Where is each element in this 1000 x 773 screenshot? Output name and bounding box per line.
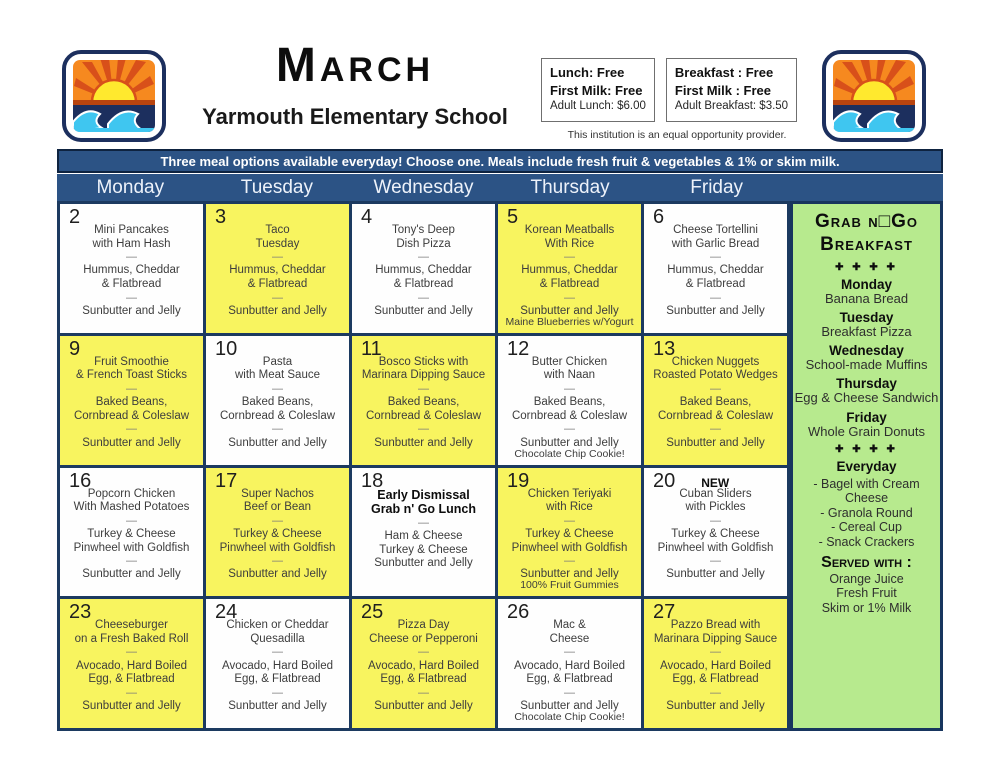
menu-line: Sunbutter and Jelly xyxy=(666,568,765,581)
menu-line: Sunbutter and Jelly xyxy=(374,557,473,570)
menu-item-group xyxy=(62,528,201,555)
menu-line: Cornbread & Coleslaw xyxy=(365,409,482,422)
sidebar-day-item: Whole Grain Donuts xyxy=(807,423,926,439)
menu-item-group xyxy=(208,528,347,555)
menu-line: & Flatbread xyxy=(685,278,746,291)
menu-separator: — xyxy=(564,686,575,699)
menu-line: & Flatbread xyxy=(247,278,308,291)
menu-separator: — xyxy=(272,646,283,659)
menu-separator: — xyxy=(272,555,283,568)
menu-line: Avocado, Hard Boiled xyxy=(75,659,188,672)
menu-line: Baked Beans, xyxy=(95,396,168,409)
plus-divider: ✚ ✚ ✚ ✚ xyxy=(835,261,898,273)
menu-separator: — xyxy=(272,382,283,395)
calendar-day-cell xyxy=(352,204,495,333)
menu-footnote: Chocolate Chip Cookie! xyxy=(514,711,625,723)
menu-line: Sunbutter and Jelly xyxy=(374,436,473,449)
sidebar-everyday-item: - Bagel with Cream Cheese xyxy=(813,477,920,506)
menu-line: with Garlic Bread xyxy=(671,237,760,250)
menu-line: Korean Meatballs xyxy=(524,224,615,236)
menu-item-group xyxy=(354,700,493,714)
date-number: 25 xyxy=(361,601,384,624)
date-number: 17 xyxy=(215,469,238,492)
date-number: 23 xyxy=(69,601,92,624)
sidebar-served-item: Skim or 1% Milk xyxy=(821,600,912,615)
weekday-label: Monday xyxy=(96,177,165,198)
date-number: 16 xyxy=(69,469,92,492)
menu-line: Pizza Day xyxy=(397,619,450,632)
menu-line: Egg, & Flatbread xyxy=(380,673,467,686)
menu-separator: — xyxy=(126,646,137,659)
menu-line: Sunbutter and Jelly xyxy=(82,436,181,449)
menu-separator: — xyxy=(564,291,575,304)
date-row xyxy=(653,338,783,361)
calendar-day-cell xyxy=(498,468,641,597)
menu-line: & French Toast Sticks xyxy=(76,369,187,382)
date-number: 5 xyxy=(507,206,519,228)
date-row xyxy=(69,338,199,361)
sun-waves-logo xyxy=(62,50,166,142)
menu-separator: — xyxy=(418,423,429,436)
sidebar-served-with-label: Served with : xyxy=(821,553,912,571)
menu-item-group xyxy=(500,528,639,555)
menu-item-group xyxy=(354,396,493,423)
calendar-day-cell xyxy=(60,468,203,597)
adult-breakfast-line: Adult Breakfast: $3.50 xyxy=(674,100,789,113)
menu-line: Butter Chicken xyxy=(531,355,608,368)
menu-item-group xyxy=(500,660,639,687)
menu-line: Avocado, Hard Boiled xyxy=(367,659,480,672)
menu-item-group xyxy=(646,568,785,582)
menu-line: Hummus, Cheddar xyxy=(521,264,618,277)
menu-line: Sunbutter and Jelly xyxy=(228,700,327,713)
menu-line: Avocado, Hard Boiled xyxy=(659,659,772,672)
menu-separator: — xyxy=(126,423,137,436)
menu-line: Pasta xyxy=(262,355,293,368)
menu-line: Sunbutter and Jelly xyxy=(520,304,619,317)
sidebar-title-line2: Breakfast xyxy=(820,233,913,255)
calendar-day-cell xyxy=(60,204,203,333)
menu-line: Baked Beans, xyxy=(533,396,606,409)
date-row xyxy=(507,470,637,493)
menu-line: Dish Pizza xyxy=(396,237,451,250)
menu-line: Cornbread & Coleslaw xyxy=(219,409,336,422)
calendar-day-cell xyxy=(206,336,349,465)
date-number: 4 xyxy=(361,206,373,228)
menu-line: Bosco Sticks with xyxy=(378,355,469,368)
sidebar-everyday-item: - Snack Crackers xyxy=(818,534,915,549)
date-row xyxy=(361,206,491,229)
month-title: March xyxy=(275,39,435,92)
sidebar-day-item: Egg & Cheese Sandwich xyxy=(794,390,939,406)
menu-line: Egg, & Flatbread xyxy=(672,673,759,686)
menu-item-group xyxy=(646,264,785,291)
menu-line: Marinara Dipping Sauce xyxy=(653,632,778,645)
menu-line: Cheese xyxy=(549,632,590,645)
weekday-label: Wednesday xyxy=(373,177,474,198)
menu-item-group xyxy=(208,305,347,319)
school-name: Yarmouth Elementary School xyxy=(202,104,508,129)
new-badge: NEW xyxy=(701,475,730,490)
menu-item-group xyxy=(646,528,785,555)
lunch-price-box xyxy=(541,58,655,122)
menu-line: Cheese or Pepperoni xyxy=(369,632,478,645)
sidebar-day-name: Thursday xyxy=(836,376,897,392)
date-number: 12 xyxy=(507,337,530,360)
menu-separator: — xyxy=(564,514,575,527)
menu-line: Cornbread & Coleslaw xyxy=(511,409,628,422)
menu-line: Cornbread & Coleslaw xyxy=(657,409,774,422)
menu-line: Roasted Potato Wedges xyxy=(653,369,778,382)
menu-line: Tuesday xyxy=(255,237,300,250)
calendar-day-cell xyxy=(644,599,787,728)
menu-line: Baked Beans, xyxy=(241,396,314,409)
menu-line: with Meat Sauce xyxy=(234,369,320,382)
menu-separator: — xyxy=(272,686,283,699)
menu-line: Sunbutter and Jelly xyxy=(666,436,765,449)
date-number: 3 xyxy=(215,206,227,228)
date-number: 26 xyxy=(507,601,530,624)
menu-line: Hummus, Cheddar xyxy=(375,264,472,277)
sidebar-everyday-item: - Granola Round xyxy=(820,505,913,520)
calendar-day-cell xyxy=(644,336,787,465)
date-number: 27 xyxy=(653,601,676,624)
calendar-day-cell xyxy=(644,204,787,333)
menu-separator: — xyxy=(710,514,721,527)
calendar-day-cell xyxy=(60,336,203,465)
menu-item-group xyxy=(354,660,493,687)
menu-line: Baked Beans, xyxy=(679,396,752,409)
menu-line: Cheese Tortellini xyxy=(673,224,758,236)
menu-separator: — xyxy=(126,555,137,568)
menu-line: Pinwheel with Goldfish xyxy=(73,541,190,554)
menu-item-group xyxy=(646,305,785,319)
calendar-day-cell xyxy=(644,468,787,597)
equal-opportunity-notice: This institution is an equal opportunity provider. xyxy=(567,128,787,141)
menu-line: Sunbutter and Jelly xyxy=(228,568,327,581)
menu-line: with Naan xyxy=(543,369,596,382)
menu-line: Hummus, Cheddar xyxy=(83,264,180,277)
sidebar-everyday-list xyxy=(793,477,940,549)
calendar-day-cell xyxy=(206,204,349,333)
menu-separator: — xyxy=(564,382,575,395)
menu-line: with Pickles xyxy=(685,501,746,514)
menu-line: with Ham Hash xyxy=(92,237,171,250)
menu-item-group xyxy=(354,530,493,571)
calendar-day-cell xyxy=(60,599,203,728)
menu-separator: — xyxy=(710,291,721,304)
plus-divider: ✚ ✚ ✚ ✚ xyxy=(835,444,898,456)
breakfast-milk-line: First Milk : Free xyxy=(674,82,771,98)
menu-line: Baked Beans, xyxy=(387,396,460,409)
calendar-day-cell xyxy=(352,336,495,465)
calendar-day-cell xyxy=(206,599,349,728)
menu-line: Chicken or Cheddar xyxy=(226,619,329,632)
menu-line: Sunbutter and Jelly xyxy=(520,436,619,449)
menu-line: Mac & xyxy=(553,619,586,632)
menu-line: Egg, & Flatbread xyxy=(526,673,613,686)
menu-line: Turkey & Cheese xyxy=(379,543,468,556)
menu-item-group xyxy=(646,660,785,687)
lunch-milk-line: First Milk: Free xyxy=(550,82,643,98)
menu-line: Chicken Nuggets xyxy=(671,355,760,368)
menu-line: Pinwheel with Goldfish xyxy=(657,541,774,554)
menu-separator: — xyxy=(564,646,575,659)
menu-line: Sunbutter and Jelly xyxy=(666,304,765,317)
calendar-grid xyxy=(57,201,790,731)
sidebar-served-item: Fresh Fruit xyxy=(836,586,897,601)
menu-item-group xyxy=(62,660,201,687)
menu-separator: — xyxy=(272,251,283,264)
menu-item-group xyxy=(646,437,785,451)
menu-separator: — xyxy=(710,423,721,436)
menu-item-group xyxy=(500,264,639,291)
menu-line: Sunbutter and Jelly xyxy=(228,436,327,449)
menu-line: Turkey & Cheese xyxy=(671,527,760,540)
sidebar-everyday-item: - Cereal Cup xyxy=(831,520,902,535)
menu-separator: — xyxy=(710,251,721,264)
weekday-header-row xyxy=(57,174,943,201)
menu-line: Sunbutter and Jelly xyxy=(82,568,181,581)
sidebar-title-line1: Grab n□Go xyxy=(815,211,918,232)
date-number: 6 xyxy=(653,206,665,228)
menu-line: Pazzo Bread with xyxy=(670,619,761,632)
menu-line: Mini Pancakes xyxy=(94,224,169,236)
menu-line: Turkey & Cheese xyxy=(525,527,614,540)
date-row xyxy=(69,470,199,493)
menu-separator: — xyxy=(418,686,429,699)
sidebar-day-item: Banana Bread xyxy=(824,290,909,306)
menu-separator: — xyxy=(126,251,137,264)
date-number: 24 xyxy=(215,601,238,624)
grab-n-go-sidebar xyxy=(790,201,943,731)
menu-footnote: 100% Fruit Gummies xyxy=(520,579,619,592)
menu-line: on a Fresh Baked Roll xyxy=(74,632,189,645)
date-row xyxy=(653,470,783,493)
menu-separator: — xyxy=(564,555,575,568)
menu-line: Hummus, Cheddar xyxy=(229,264,326,277)
menu-separator: — xyxy=(710,686,721,699)
sidebar-day-name: Tuesday xyxy=(839,309,894,325)
menu-line: Early Dismissal xyxy=(377,487,470,502)
date-row xyxy=(215,601,345,624)
menu-line: Fruit Smoothie xyxy=(94,355,169,368)
sidebar-served-item: Orange Juice xyxy=(829,571,904,586)
menu-item-group xyxy=(62,396,201,423)
menu-item-group xyxy=(62,568,201,582)
menu-line: Chicken Teriyaki xyxy=(527,487,612,500)
menu-line: Marinara Dipping Sauce xyxy=(361,369,486,382)
menu-item-group xyxy=(62,700,201,714)
calendar-day-cell xyxy=(498,204,641,333)
sidebar-day-item: School-made Muffins xyxy=(805,357,928,373)
menu-separator: — xyxy=(564,251,575,264)
price-info-area xyxy=(541,58,813,141)
menu-separator: — xyxy=(710,382,721,395)
menu-item-group xyxy=(208,437,347,451)
sidebar-day-item: Breakfast Pizza xyxy=(821,323,912,339)
date-row xyxy=(653,601,783,624)
menu-line: Cornbread & Coleslaw xyxy=(73,409,190,422)
menu-footnote: Maine Blueberries w/Yogurt xyxy=(505,315,634,328)
menu-line: Sunbutter and Jelly xyxy=(374,304,473,317)
date-row xyxy=(215,470,345,493)
date-number: 2 xyxy=(69,206,81,228)
menu-separator: — xyxy=(126,291,137,304)
menu-line: Popcorn Chicken xyxy=(87,487,176,500)
menu-item-group xyxy=(354,305,493,319)
sidebar-day-name: Monday xyxy=(840,276,892,292)
menu-line: & Flatbread xyxy=(539,278,600,291)
date-row xyxy=(361,601,491,624)
menu-line: Turkey & Cheese xyxy=(233,527,322,540)
date-row xyxy=(507,338,637,361)
weekday-label: Tuesday xyxy=(240,177,313,198)
date-row xyxy=(507,206,637,229)
menu-item-group xyxy=(208,264,347,291)
menu-line: Avocado, Hard Boiled xyxy=(221,659,334,672)
menu-line: Sunbutter and Jelly xyxy=(374,700,473,713)
menu-line: With Mashed Potatoes xyxy=(73,501,190,514)
sidebar-everyday-label: Everyday xyxy=(836,459,897,475)
date-row xyxy=(653,206,783,229)
menu-line: Super Nachos xyxy=(241,487,314,500)
menu-line: Avocado, Hard Boiled xyxy=(513,659,626,672)
date-row xyxy=(215,338,345,361)
breakfast-price-box xyxy=(666,58,797,122)
menu-separator: — xyxy=(272,514,283,527)
menu-line: Sunbutter and Jelly xyxy=(82,700,181,713)
date-row xyxy=(215,206,345,229)
menu-separator: — xyxy=(126,686,137,699)
menu-separator: — xyxy=(126,382,137,395)
menu-line: Sunbutter and Jelly xyxy=(82,304,181,317)
menu-line: Sunbutter and Jelly xyxy=(520,700,619,713)
menu-line: Ham & Cheese xyxy=(384,530,463,543)
menu-line: Taco xyxy=(265,224,290,236)
adult-lunch-line: Adult Lunch: $6.00 xyxy=(550,100,646,113)
calendar-day-cell xyxy=(498,599,641,728)
menu-separator: — xyxy=(418,291,429,304)
menu-item-group xyxy=(208,396,347,423)
menu-separator: — xyxy=(418,646,429,659)
date-row xyxy=(69,206,199,229)
date-row xyxy=(361,338,491,361)
sidebar-day-name: Friday xyxy=(846,409,887,425)
sidebar-served-list xyxy=(793,572,940,615)
date-number: 9 xyxy=(69,337,81,360)
menu-item-group xyxy=(646,700,785,714)
menu-line: Hummus, Cheddar xyxy=(667,264,764,277)
menu-line: Sunbutter and Jelly xyxy=(228,304,327,317)
date-row xyxy=(507,601,637,624)
menu-line: & Flatbread xyxy=(101,278,162,291)
date-number: 19 xyxy=(507,469,530,492)
menu-separator: — xyxy=(710,646,721,659)
menu-line: Pinwheel with Goldfish xyxy=(511,541,628,554)
menu-item-group xyxy=(208,700,347,714)
menu-line: Egg, & Flatbread xyxy=(234,673,321,686)
menu-line: & Flatbread xyxy=(393,278,454,291)
menu-item-group xyxy=(354,264,493,291)
menu-item-group xyxy=(208,660,347,687)
breakfast-price-line: Breakfast : Free xyxy=(674,65,774,80)
menu-line: Turkey & Cheese xyxy=(87,527,176,540)
menu-line: Quesadilla xyxy=(250,632,305,645)
menu-separator: — xyxy=(418,251,429,264)
calendar-day-cell xyxy=(498,336,641,465)
menu-line: Pinwheel with Goldfish xyxy=(219,541,336,554)
menu-separator: — xyxy=(564,423,575,436)
menu-item-group xyxy=(646,396,785,423)
date-number: 18 xyxy=(361,469,384,492)
header-title-block xyxy=(180,39,530,130)
menu-footnote: Chocolate Chip Cookie! xyxy=(514,447,625,460)
weekday-label: Thursday xyxy=(530,177,610,198)
menu-separator: — xyxy=(126,514,137,527)
date-number: 10 xyxy=(215,337,238,360)
menu-line: Beef or Bean xyxy=(243,501,312,514)
menu-line: with Rice xyxy=(546,501,593,514)
weekday-label: Friday xyxy=(690,177,744,198)
meal-options-banner: Three meal options available everyday! Choose one. Meals include fresh fruit & vegetables & 1% or skim milk. xyxy=(57,149,943,173)
menu-separator: — xyxy=(418,382,429,395)
date-row xyxy=(69,601,199,624)
sun-waves-logo xyxy=(822,50,926,142)
menu-separator: — xyxy=(710,555,721,568)
menu-line: With Rice xyxy=(544,237,595,250)
calendar-day-cell xyxy=(206,468,349,597)
menu-line: Cuban Sliders xyxy=(679,487,752,500)
menu-separator: — xyxy=(272,291,283,304)
date-number: 20 xyxy=(653,469,676,492)
menu-item-group xyxy=(500,396,639,423)
menu-item-group xyxy=(62,305,201,319)
menu-line: Egg, & Flatbread xyxy=(88,673,175,686)
date-number: 13 xyxy=(653,337,676,360)
menu-line: Sunbutter and Jelly xyxy=(666,700,765,713)
sidebar-day-name: Wednesday xyxy=(829,343,904,359)
date-row xyxy=(361,470,491,493)
menu-item-group xyxy=(62,264,201,291)
menu-line: Grab n' Go Lunch xyxy=(370,502,477,517)
menu-separator: — xyxy=(418,517,429,529)
menu-line: Sunbutter and Jelly xyxy=(520,568,619,581)
date-number: 11 xyxy=(361,337,382,360)
sidebar-day-list xyxy=(793,277,940,439)
calendar-day-cell xyxy=(352,468,495,597)
menu-separator: — xyxy=(272,423,283,436)
menu-item-group xyxy=(354,437,493,451)
calendar-day-cell xyxy=(352,599,495,728)
menu-item-group xyxy=(62,437,201,451)
menu-item-group xyxy=(208,568,347,582)
menu-line: Tony's Deep xyxy=(392,224,455,236)
lunch-price-line: Lunch: Free xyxy=(550,65,625,80)
menu-line: Cheeseburger xyxy=(95,619,168,632)
